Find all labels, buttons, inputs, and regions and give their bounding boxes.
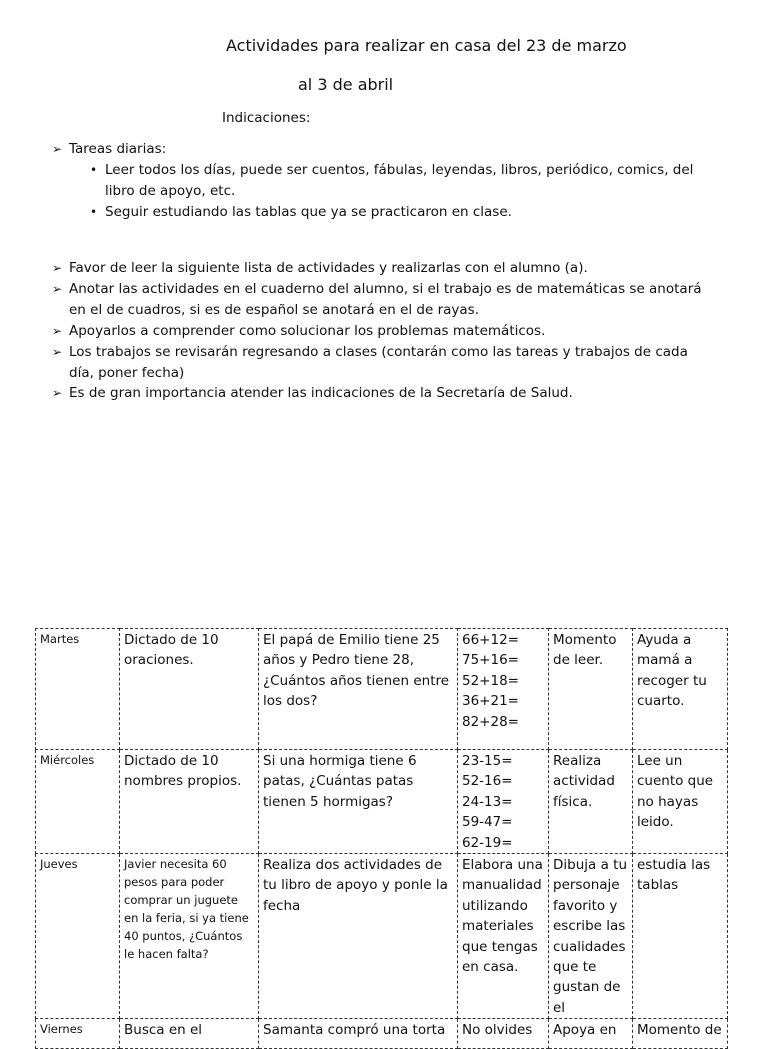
activity-cell: Elabora una manualidad utilizando materiales que tengas en casa. bbox=[458, 854, 549, 1019]
activity-cell: estudia las tablas bbox=[633, 854, 728, 1019]
indicaciones-heading: Indicaciones: bbox=[222, 110, 311, 126]
activity-cell: Dibuja a tu personaje favorito y escribe las cualidades que te gustan de el bbox=[549, 854, 633, 1019]
instruction-2-line2: en el de cuadros, si es de español se anotará en el de rayas. bbox=[69, 302, 480, 318]
day-cell: Martes bbox=[36, 629, 120, 750]
activity-cell: Apoya en bbox=[549, 1019, 633, 1049]
tarea-item-1-line2: libro de apoyo, etc. bbox=[105, 183, 236, 199]
activity-cell: Dictado de 10 nombres propios. bbox=[120, 750, 259, 854]
instruction-5: Es de gran importancia atender las indicaciones de la Secretaría de Salud. bbox=[69, 385, 573, 401]
arrow-bullet-icon: ➢ bbox=[52, 282, 63, 296]
table-row-miercoles bbox=[36, 750, 728, 854]
arrow-bullet-icon: ➢ bbox=[52, 386, 63, 400]
schedule-table bbox=[35, 628, 728, 1049]
document-title-line1: Actividades para realizar en casa del 23 de marzo bbox=[226, 36, 627, 55]
day-cell: Viernes bbox=[36, 1019, 120, 1049]
operation: 59-47= bbox=[462, 814, 513, 831]
bullet-icon: • bbox=[90, 163, 98, 177]
arrow-bullet-icon: ➢ bbox=[52, 324, 63, 338]
bullet-icon: • bbox=[90, 205, 98, 219]
problem-cell: Javier necesita 60 pesos para poder comprar un juguete en la feria, si ya tiene 40 puntos, ¿Cuántos le hacen falta? bbox=[120, 854, 259, 1019]
problem-cell: El papá de Emilio tiene 25 años y Pedro tiene 28, ¿Cuántos años tienen entre los dos? bbox=[259, 629, 458, 750]
arrow-bullet-icon: ➢ bbox=[52, 261, 63, 275]
table-row-martes bbox=[36, 629, 728, 750]
operation: 23-15= bbox=[462, 753, 513, 769]
day-cell: Miércoles bbox=[36, 750, 120, 854]
table-row-viernes bbox=[36, 1019, 728, 1049]
day-cell: Jueves bbox=[36, 854, 120, 1019]
tarea-item-1-line1: Leer todos los días, puede ser cuentos, fábulas, leyendas, libros, periódico, comics, del bbox=[105, 162, 694, 178]
activity-cell: Lee un cuento que no hayas leido. bbox=[633, 750, 728, 854]
activity-cell: Busca en el bbox=[120, 1019, 259, 1049]
instruction-1: Favor de leer la siguiente lista de actividades y realizarlas con el alumno (a). bbox=[69, 260, 588, 276]
table-row-jueves bbox=[36, 854, 728, 1019]
activity-cell: Ayuda a mamá a recoger tu cuarto. bbox=[633, 629, 728, 750]
arrow-bullet-icon: ➢ bbox=[52, 142, 63, 156]
activity-cell: Realiza actividad física. bbox=[549, 750, 633, 854]
document-title-line2: al 3 de abril bbox=[298, 75, 394, 94]
instruction-4-line1: Los trabajos se revisarán regresando a clases (contarán como las tareas y trabajos de cada bbox=[69, 344, 688, 360]
operation: 75+16= bbox=[462, 652, 519, 669]
activity-cell: No olvides bbox=[458, 1019, 549, 1049]
instruction-3: Apoyarlos a comprender como solucionar los problemas matemáticos. bbox=[69, 323, 546, 339]
activity-cell: Realiza dos actividades de tu libro de apoyo y ponle la fecha bbox=[259, 854, 458, 1019]
arrow-bullet-icon: ➢ bbox=[52, 345, 63, 359]
tareas-label: Tareas diarias: bbox=[69, 141, 167, 157]
activity-cell: Momento de bbox=[633, 1019, 728, 1049]
activity-cell: Momento de leer. bbox=[549, 629, 633, 750]
operation: 24-13= bbox=[462, 793, 513, 810]
operation: 36+21= bbox=[462, 693, 519, 710]
problem-cell: Samanta compró una torta bbox=[259, 1019, 458, 1049]
operation: 62-19= bbox=[462, 834, 513, 851]
instruction-2-line1: Anotar las actividades en el cuaderno del alumno, si el trabajo es de matemáticas se anotará bbox=[69, 281, 702, 297]
tarea-item-2: Seguir estudiando las tablas que ya se practicaron en clase. bbox=[105, 204, 512, 220]
problem-cell: Si una hormiga tiene 6 patas, ¿Cuántas patas tienen 5 hormigas? bbox=[259, 750, 458, 854]
operations-cell bbox=[458, 629, 549, 750]
operations-cell bbox=[458, 750, 549, 854]
operation: 52+18= bbox=[462, 672, 519, 689]
operation: 66+12= bbox=[462, 632, 519, 648]
instruction-4-line2: día, poner fecha) bbox=[69, 365, 185, 381]
operation: 52-16= bbox=[462, 773, 513, 790]
activity-cell: Dictado de 10 oraciones. bbox=[120, 629, 259, 750]
operation: 82+28= bbox=[462, 713, 519, 730]
